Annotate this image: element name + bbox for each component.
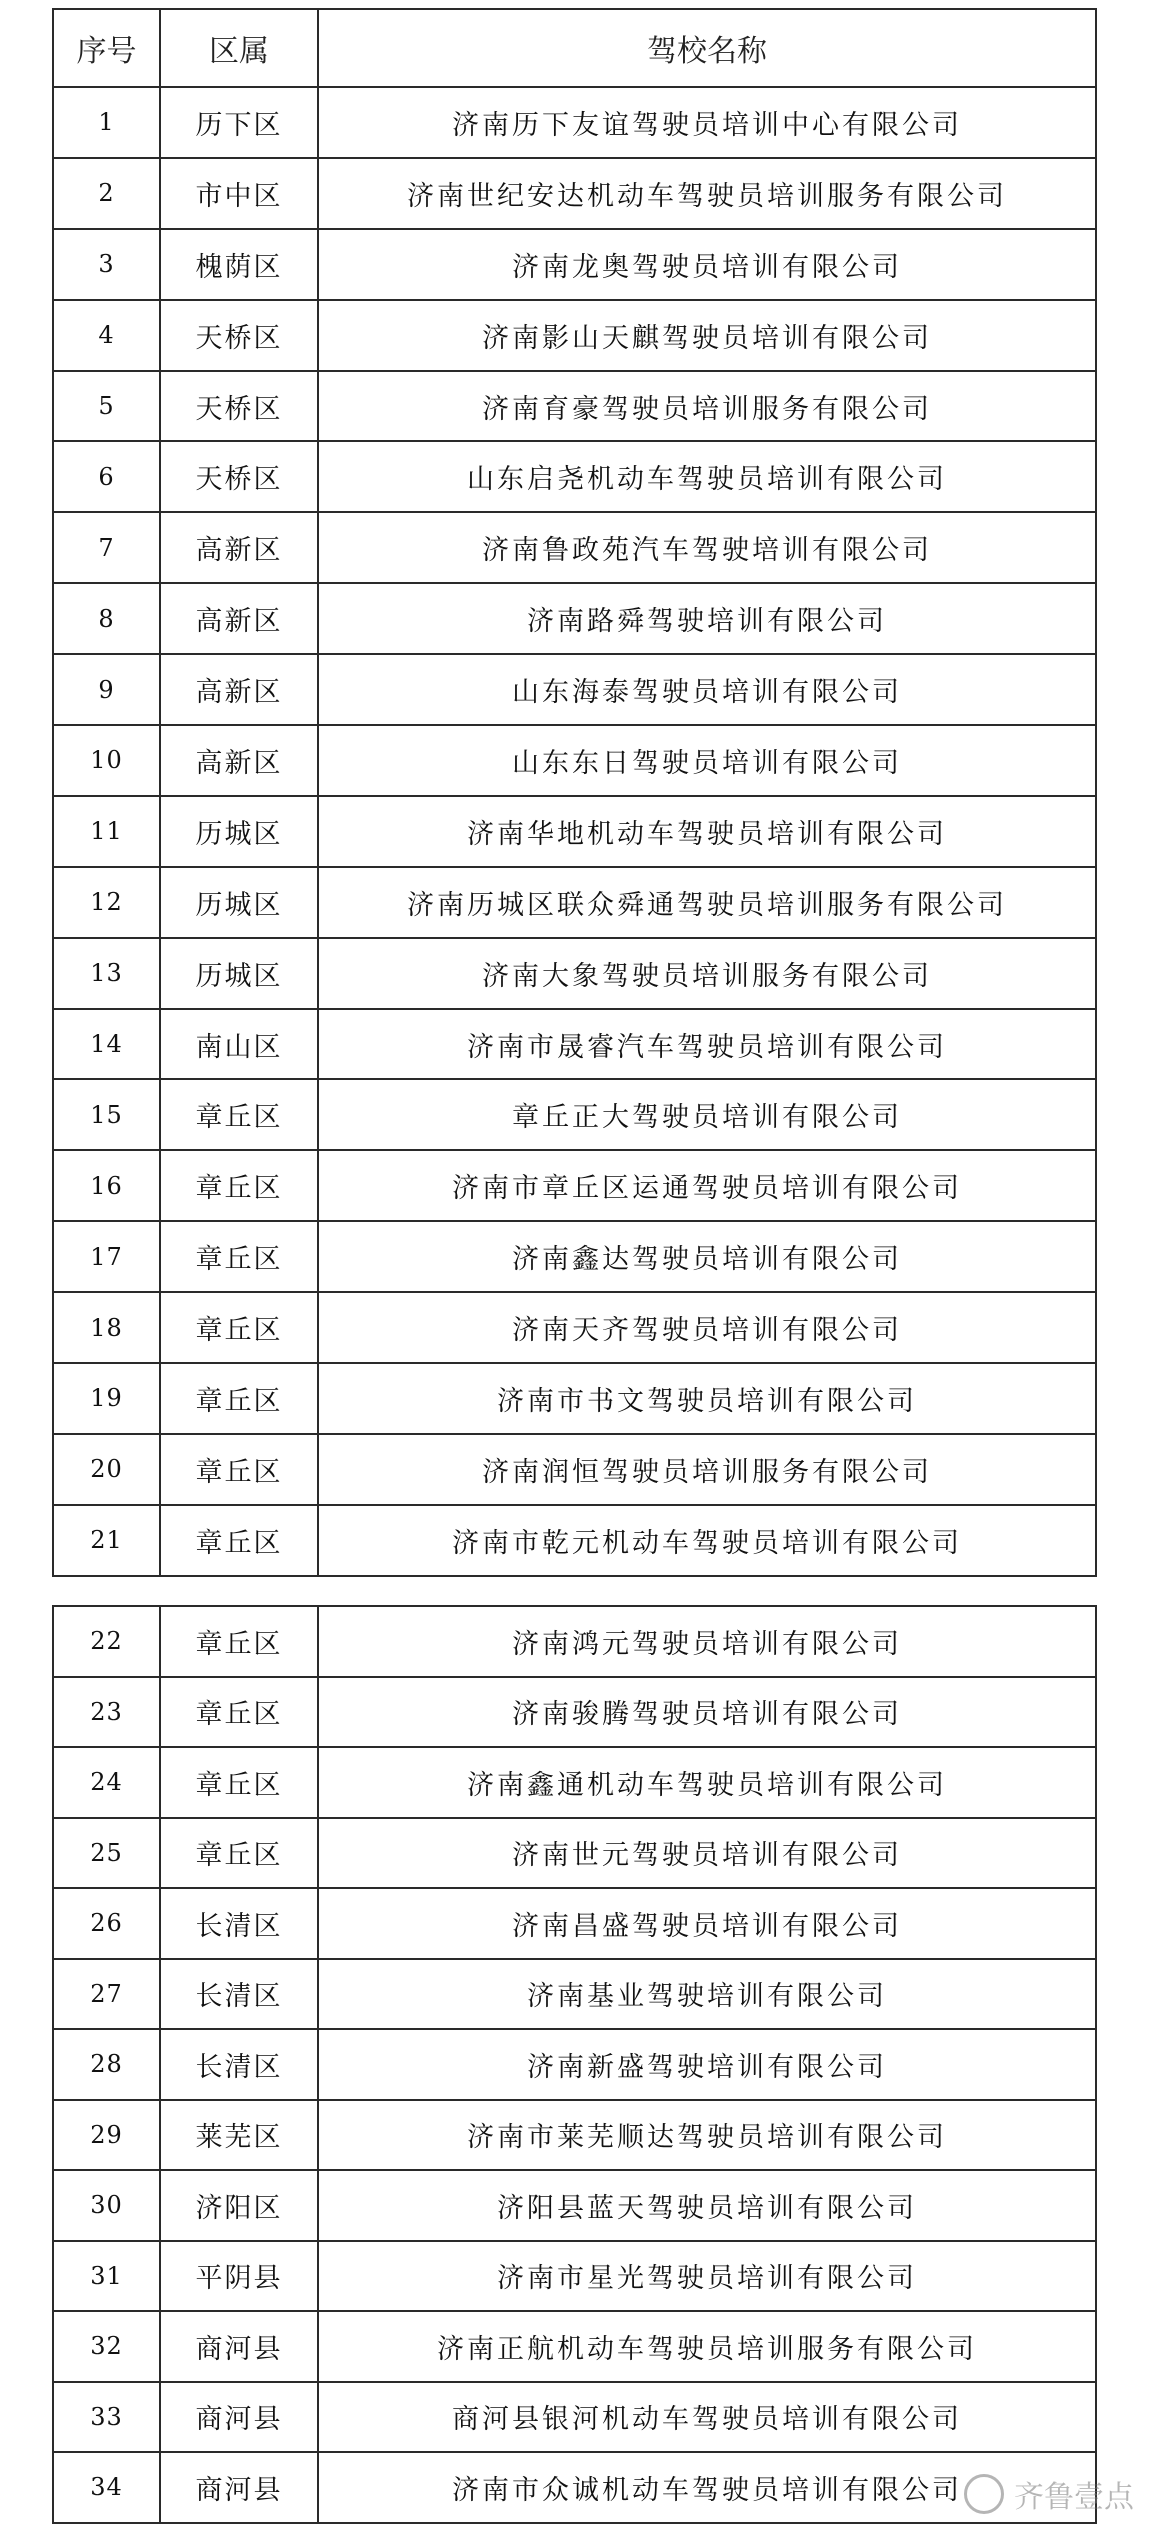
row-school-name: 济南市众诚机动车驾驶员培训有限公司: [318, 2452, 1096, 2523]
table-row: [53, 938, 1096, 1009]
header-index: 序号: [53, 9, 160, 87]
watermark: [964, 2472, 1134, 2516]
table-row: [53, 229, 1096, 300]
table-row: [53, 1292, 1096, 1363]
table-row: [53, 441, 1096, 512]
row-index: 21: [53, 1505, 160, 1576]
row-district: 长清区: [160, 2029, 318, 2100]
table-row: [53, 2170, 1096, 2241]
row-index: 29: [53, 2100, 160, 2171]
row-district: 章丘区: [160, 1150, 318, 1221]
table-row: [53, 1079, 1096, 1150]
row-school-name: 济南天齐驾驶员培训有限公司: [318, 1292, 1096, 1363]
row-school-name: 济南昌盛驾驶员培训有限公司: [318, 1888, 1096, 1959]
row-index: 24: [53, 1747, 160, 1818]
row-district: 高新区: [160, 654, 318, 725]
table-row: [53, 867, 1096, 938]
table-row: [53, 371, 1096, 442]
row-school-name: 济南龙奥驾驶员培训有限公司: [318, 229, 1096, 300]
table-row: [53, 1009, 1096, 1080]
row-index: 9: [53, 654, 160, 725]
row-school-name: 山东海泰驾驶员培训有限公司: [318, 654, 1096, 725]
row-school-name: 济南路舜驾驶培训有限公司: [318, 583, 1096, 654]
row-district: 市中区: [160, 158, 318, 229]
row-index: 26: [53, 1888, 160, 1959]
row-district: 章丘区: [160, 1292, 318, 1363]
row-school-name: 济南市星光驾驶员培训有限公司: [318, 2241, 1096, 2312]
row-school-name: 济南育豪驾驶员培训服务有限公司: [318, 371, 1096, 442]
row-district: 章丘区: [160, 1363, 318, 1434]
row-district: 章丘区: [160, 1677, 318, 1748]
row-district: 长清区: [160, 1888, 318, 1959]
row-district: 商河县: [160, 2452, 318, 2523]
row-school-name: 济南鑫通机动车驾驶员培训有限公司: [318, 1747, 1096, 1818]
table-row: [53, 1606, 1096, 1677]
row-school-name: 济南骏腾驾驶员培训有限公司: [318, 1677, 1096, 1748]
row-school-name: 济南市晟睿汽车驾驶员培训有限公司: [318, 1009, 1096, 1080]
row-district: 历下区: [160, 87, 318, 158]
row-index: 31: [53, 2241, 160, 2312]
row-index: 27: [53, 1959, 160, 2030]
row-index: 6: [53, 441, 160, 512]
row-index: 17: [53, 1221, 160, 1292]
row-district: 长清区: [160, 1959, 318, 2030]
row-school-name: 济南润恒驾驶员培训服务有限公司: [318, 1434, 1096, 1505]
row-index: 8: [53, 583, 160, 654]
row-district: 槐荫区: [160, 229, 318, 300]
row-index: 16: [53, 1150, 160, 1221]
row-index: 1: [53, 87, 160, 158]
row-school-name: 济南历下友谊驾驶员培训中心有限公司: [318, 87, 1096, 158]
row-index: 5: [53, 371, 160, 442]
row-index: 2: [53, 158, 160, 229]
row-index: 10: [53, 725, 160, 796]
watermark-text: 齐鲁壹点: [1014, 2480, 1134, 2515]
row-district: 章丘区: [160, 1221, 318, 1292]
row-school-name: 济南世纪安达机动车驾驶员培训服务有限公司: [318, 158, 1096, 229]
row-index: 3: [53, 229, 160, 300]
table-row: [53, 1677, 1096, 1748]
row-index: 12: [53, 867, 160, 938]
row-district: 商河县: [160, 2382, 318, 2453]
header-school-name: 驾校名称: [318, 9, 1096, 87]
table-row: [53, 1959, 1096, 2030]
row-index: 33: [53, 2382, 160, 2453]
row-district: 天桥区: [160, 441, 318, 512]
row-index: 4: [53, 300, 160, 371]
table-row: [53, 158, 1096, 229]
row-district: 高新区: [160, 512, 318, 583]
row-district: 商河县: [160, 2311, 318, 2382]
row-district: 天桥区: [160, 300, 318, 371]
row-district: 章丘区: [160, 1079, 318, 1150]
row-index: 32: [53, 2311, 160, 2382]
table-row: [53, 2100, 1096, 2171]
row-index: 30: [53, 2170, 160, 2241]
row-district: 天桥区: [160, 371, 318, 442]
table-row: [53, 2382, 1096, 2453]
row-school-name: 山东启尧机动车驾驶员培训有限公司: [318, 441, 1096, 512]
table-row: [53, 2241, 1096, 2312]
row-school-name: 济南正航机动车驾驶员培训服务有限公司: [318, 2311, 1096, 2382]
row-index: 18: [53, 1292, 160, 1363]
row-school-name: 济南鑫达驾驶员培训有限公司: [318, 1221, 1096, 1292]
row-index: 28: [53, 2029, 160, 2100]
table-row: [53, 512, 1096, 583]
row-district: 历城区: [160, 867, 318, 938]
table-row: [53, 2452, 1096, 2523]
row-district: 章丘区: [160, 1434, 318, 1505]
header-district: 区属: [160, 9, 318, 87]
row-school-name: 济南市书文驾驶员培训有限公司: [318, 1363, 1096, 1434]
row-school-name: 济南鸿元驾驶员培训有限公司: [318, 1606, 1096, 1677]
row-index: 22: [53, 1606, 160, 1677]
row-index: 20: [53, 1434, 160, 1505]
table-row: [53, 1363, 1096, 1434]
row-district: 历城区: [160, 938, 318, 1009]
row-district: 历城区: [160, 796, 318, 867]
row-index: 23: [53, 1677, 160, 1748]
row-school-name: 商河县银河机动车驾驶员培训有限公司: [318, 2382, 1096, 2453]
table-row: [53, 654, 1096, 725]
row-index: 7: [53, 512, 160, 583]
row-school-name: 济南新盛驾驶培训有限公司: [318, 2029, 1096, 2100]
row-school-name: 济南鲁政苑汽车驾驶培训有限公司: [318, 512, 1096, 583]
driving-school-table-part2: [52, 1605, 1097, 2524]
row-district: 章丘区: [160, 1747, 318, 1818]
table-row: [53, 1150, 1096, 1221]
row-school-name: 济南市莱芜顺达驾驶员培训有限公司: [318, 2100, 1096, 2171]
row-school-name: 济阳县蓝天驾驶员培训有限公司: [318, 2170, 1096, 2241]
row-school-name: 济南市章丘区运通驾驶员培训有限公司: [318, 1150, 1096, 1221]
row-school-name: 济南市乾元机动车驾驶员培训有限公司: [318, 1505, 1096, 1576]
row-district: 章丘区: [160, 1505, 318, 1576]
row-district: 高新区: [160, 583, 318, 654]
table-row: [53, 1747, 1096, 1818]
row-index: 19: [53, 1363, 160, 1434]
row-district: 章丘区: [160, 1818, 318, 1889]
table-row: [53, 2029, 1096, 2100]
row-district: 莱芜区: [160, 2100, 318, 2171]
row-school-name: 济南世元驾驶员培训有限公司: [318, 1818, 1096, 1889]
table-row: [53, 1818, 1096, 1889]
row-index: 25: [53, 1818, 160, 1889]
row-index: 15: [53, 1079, 160, 1150]
row-school-name: 济南华地机动车驾驶员培训有限公司: [318, 796, 1096, 867]
row-school-name: 山东东日驾驶员培训有限公司: [318, 725, 1096, 796]
row-school-name: 章丘正大驾驶员培训有限公司: [318, 1079, 1096, 1150]
row-district: 章丘区: [160, 1606, 318, 1677]
row-index: 34: [53, 2452, 160, 2523]
table-row: [53, 1221, 1096, 1292]
logo-icon: [964, 2474, 1004, 2514]
table-row: [53, 583, 1096, 654]
row-district: 高新区: [160, 725, 318, 796]
table-row: [53, 2311, 1096, 2382]
row-school-name: 济南大象驾驶员培训服务有限公司: [318, 938, 1096, 1009]
row-index: 11: [53, 796, 160, 867]
table-row: [53, 300, 1096, 371]
table-row: [53, 725, 1096, 796]
row-school-name: 济南基业驾驶培训有限公司: [318, 1959, 1096, 2030]
row-district: 济阳区: [160, 2170, 318, 2241]
row-district: 平阴县: [160, 2241, 318, 2312]
table-row: [53, 87, 1096, 158]
row-district: 南山区: [160, 1009, 318, 1080]
table-row: [53, 1434, 1096, 1505]
row-school-name: 济南影山天麒驾驶员培训有限公司: [318, 300, 1096, 371]
row-school-name: 济南历城区联众舜通驾驶员培训服务有限公司: [318, 867, 1096, 938]
row-index: 14: [53, 1009, 160, 1080]
table-row: [53, 1888, 1096, 1959]
table-row: [53, 1505, 1096, 1576]
table-row: [53, 796, 1096, 867]
table-header-row: [53, 9, 1096, 87]
driving-school-table-part1: [52, 8, 1097, 1577]
row-index: 13: [53, 938, 160, 1009]
